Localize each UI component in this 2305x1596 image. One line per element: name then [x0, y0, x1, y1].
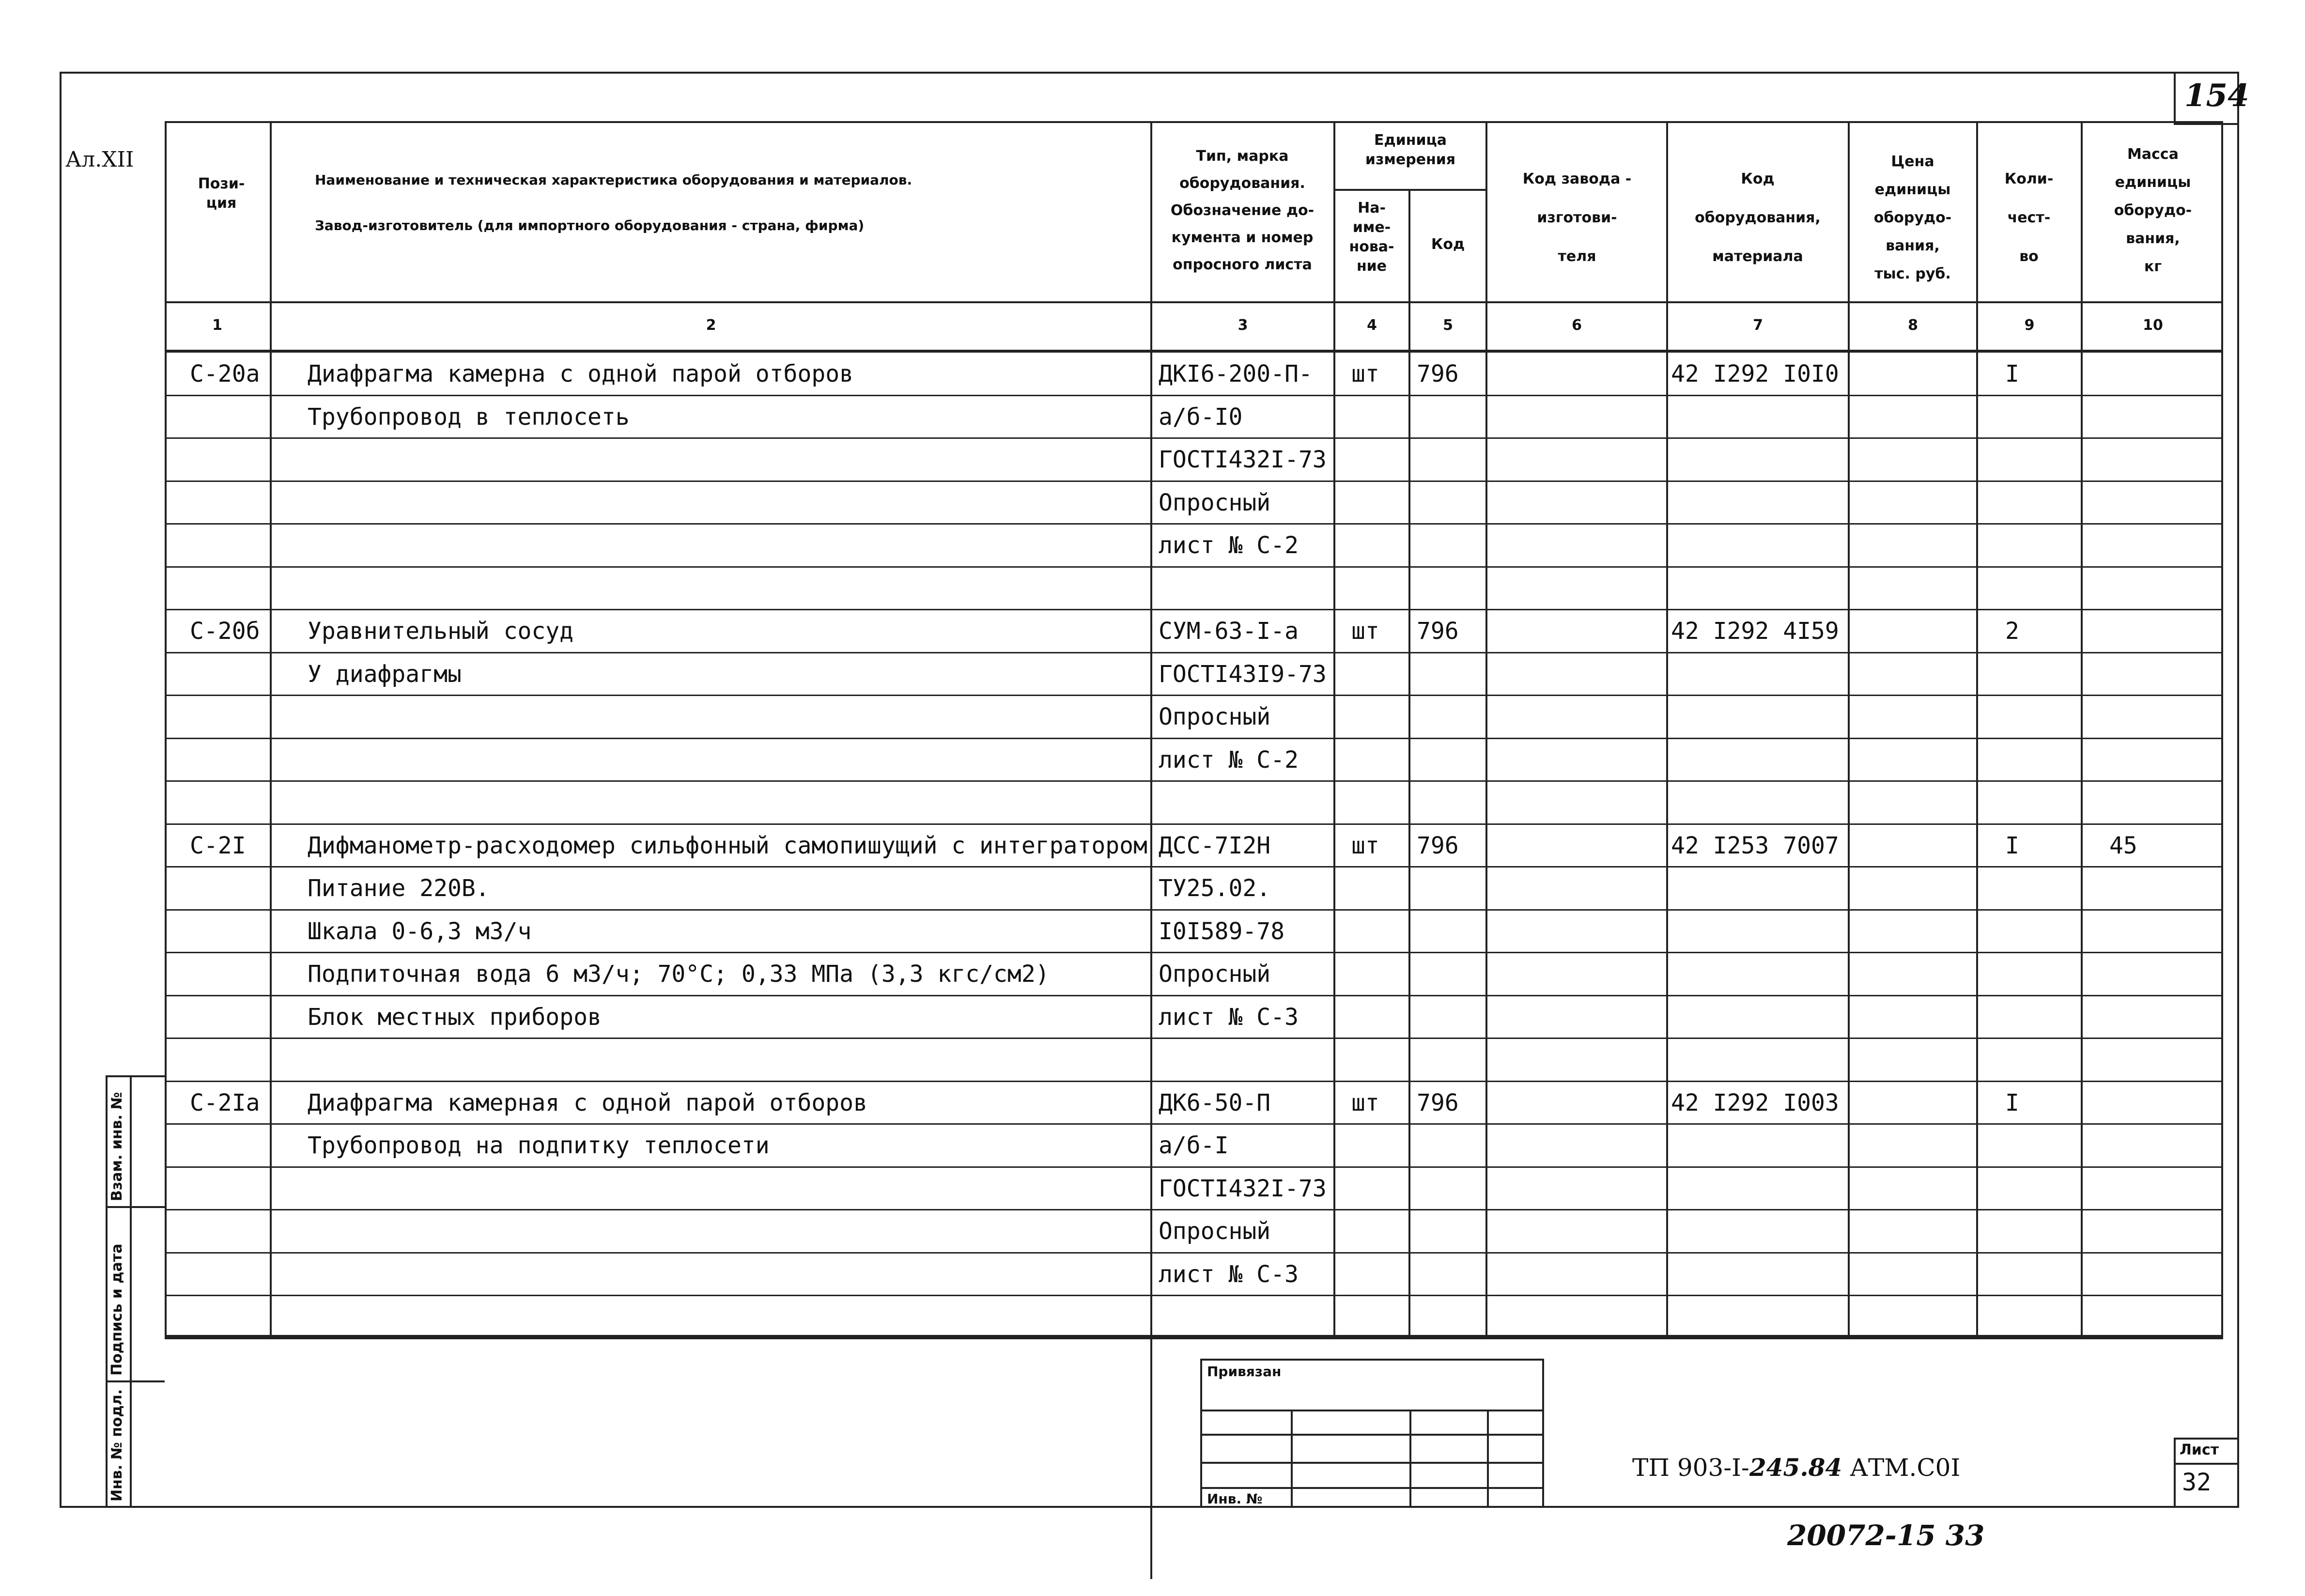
doc-code-prefix: ТП 903-I-	[1632, 1454, 1749, 1482]
colnum-bottom-line	[165, 350, 2223, 353]
cell-type: лист № С-2	[1159, 746, 1299, 774]
bottom-code: 20072-15 33	[1787, 1519, 1985, 1552]
cell-pos: С-20а	[190, 360, 260, 387]
side-stamp-divider	[106, 1206, 165, 1208]
cell-name: Подпиточная вода 6 м3/ч; 70°С; 0,33 МПа (3,3 кгс/см2)	[308, 961, 1050, 988]
doc-code	[1632, 1453, 1960, 1482]
unit-sub-line	[1333, 189, 1487, 191]
row-line	[165, 480, 2223, 482]
sheet-number: 32	[2182, 1468, 2212, 1496]
cell-type: ГОСТI43I9-73	[1159, 660, 1327, 688]
header-unit-group: Единица измерения	[1365, 132, 1456, 168]
doc-code-suffix: АТМ.С0I	[1850, 1454, 1961, 1482]
privyazan-vline	[1409, 1410, 1411, 1508]
row-line	[165, 1295, 2223, 1296]
cell-mat: 42 I292 I0I0	[1671, 360, 1839, 387]
cell-pos: С-2Iа	[190, 1089, 260, 1116]
privyazan-vline	[1487, 1410, 1489, 1508]
cell-type: ДКI6-200-П-	[1159, 360, 1313, 387]
header-unit-code: Код	[1431, 236, 1465, 253]
cell-name: Диафрагма камерна с одной парой отборов	[308, 360, 854, 387]
cell-type: а/б-I	[1159, 1132, 1229, 1159]
header-position: Пози- ция	[198, 175, 245, 212]
colnum-4: 4	[1367, 317, 1377, 334]
side-label-vzam: Взам. инв. №	[108, 1092, 125, 1201]
col-line	[1848, 121, 1850, 1337]
row-line	[165, 1166, 2223, 1168]
row-line	[165, 738, 2223, 739]
header-mass: Масса единицы оборудо- вания, кг	[2114, 146, 2192, 275]
cell-type: Опросный	[1159, 489, 1271, 516]
row-line	[165, 909, 2223, 911]
colnum-8: 8	[1908, 317, 1918, 334]
col-line	[270, 121, 272, 1337]
privyazan-label: Привязан	[1207, 1364, 1282, 1379]
cell-unit: шт	[1351, 1089, 1379, 1116]
header-factory-code: Код завода - изготови- теля	[1522, 170, 1632, 265]
cell-name: Диафрагма камерная с одной парой отборов	[308, 1089, 867, 1116]
cell-name: Дифманометр-расходомер сильфонный самопишущий с интегратором	[308, 832, 1147, 859]
cell-qty: I	[2005, 1089, 2019, 1116]
header-material-code: Код оборудования, материала	[1695, 170, 1821, 265]
cell-name: Питание 220В.	[308, 875, 490, 902]
corner-page-number: 154	[2184, 77, 2249, 114]
row-line	[165, 1081, 2223, 1082]
row-line	[165, 823, 2223, 825]
cell-code: 796	[1417, 1089, 1459, 1116]
privyazan-line	[1200, 1487, 1544, 1489]
cell-type: лист № С-3	[1159, 1003, 1299, 1031]
colnum-1: 1	[212, 317, 222, 334]
sheet-box-line	[2174, 1463, 2239, 1465]
privyazan-line	[1200, 1434, 1544, 1436]
col-line	[1150, 121, 1152, 1579]
header-bottom-line	[165, 301, 2223, 303]
cell-unit: шт	[1351, 618, 1379, 645]
cell-code: 796	[1417, 618, 1459, 645]
header-unit-name: На- име- нова- ние	[1349, 200, 1394, 275]
cell-name: Трубопровод в теплосеть	[308, 403, 630, 431]
row-line	[165, 437, 2223, 439]
col-line	[1408, 189, 1410, 1337]
cell-pos: С-20б	[190, 618, 260, 645]
row-line	[165, 395, 2223, 396]
row-line	[165, 1038, 2223, 1039]
header-name-line2: Завод-изготовитель (для импортного оборудования - страна, фирма)	[315, 217, 865, 233]
colnum-6: 6	[1572, 317, 1582, 334]
privyazan-line	[1200, 1410, 1544, 1411]
side-stamp-divider	[106, 1380, 165, 1382]
col-line	[1976, 121, 1978, 1337]
row-line	[165, 952, 2223, 953]
row-line	[165, 652, 2223, 653]
cell-name: Блок местных приборов	[308, 1003, 602, 1031]
cell-name: Шкала 0-6,3 м3/ч	[308, 917, 532, 945]
row-line	[165, 995, 2223, 996]
sheet-label: Лист	[2180, 1441, 2219, 1458]
cell-type: Опросный	[1159, 703, 1271, 730]
row-line	[165, 609, 2223, 610]
row-line	[165, 1252, 2223, 1254]
cell-qty: 2	[2005, 618, 2019, 645]
cell-name: У диафрагмы	[308, 660, 462, 688]
side-label-inv-podl: Инв. № подл.	[108, 1389, 125, 1502]
cell-type: Опросный	[1159, 961, 1271, 988]
col-line	[1333, 121, 1335, 1337]
cell-type: лист № С-3	[1159, 1260, 1299, 1288]
header-quantity: Коли- чест- во	[2004, 170, 2054, 265]
privyazan-vline	[1291, 1410, 1293, 1508]
header-price: Цена единицы оборудо- вания, тыс. руб.	[1873, 153, 1952, 282]
colnum-5: 5	[1443, 317, 1453, 334]
colnum-9: 9	[2024, 317, 2035, 334]
cell-type: ДСС-7I2Н	[1159, 832, 1271, 859]
row-line	[165, 1209, 2223, 1210]
side-stamp-divider	[130, 1075, 132, 1508]
cell-qty: I	[2005, 832, 2019, 859]
row-line	[165, 1123, 2223, 1125]
side-label-podpis: Подпись и дата	[108, 1243, 125, 1376]
cell-type: ГОСТI432I-73	[1159, 446, 1327, 473]
row-line	[165, 523, 2223, 525]
privyazan-line	[1200, 1462, 1544, 1464]
col-line	[1666, 121, 1668, 1337]
colnum-2: 2	[706, 317, 716, 334]
row-line	[165, 695, 2223, 696]
cell-qty: I	[2005, 360, 2019, 387]
cell-type: I0I589-78	[1159, 917, 1285, 945]
table-bottom-line	[165, 1335, 2223, 1338]
cell-type: ДК6-50-П	[1159, 1089, 1271, 1116]
cell-code: 796	[1417, 360, 1459, 387]
cell-code: 796	[1417, 832, 1459, 859]
header-type: Тип, марка оборудования. Обозначение до- кумента и номер опросного листа	[1170, 148, 1315, 273]
cell-mat: 42 I292 4I59	[1671, 618, 1839, 645]
colnum-7: 7	[1753, 317, 1763, 334]
cell-name: Трубопровод на подпитку теплосети	[308, 1132, 770, 1159]
cell-unit: шт	[1351, 832, 1379, 859]
privyazan-block	[1200, 1359, 1544, 1508]
cell-pos: С-2I	[190, 832, 246, 859]
cell-type: Опросный	[1159, 1218, 1271, 1245]
colnum-3: 3	[1238, 317, 1248, 334]
cell-type: лист № С-2	[1159, 532, 1299, 559]
doc-code-hand: 245.84	[1749, 1453, 1842, 1482]
inv-no-label: Инв. №	[1207, 1491, 1263, 1507]
cell-type: ГОСТI432I-73	[1159, 1175, 1327, 1202]
row-line	[165, 866, 2223, 868]
cell-mat: 42 I292 I003	[1671, 1089, 1839, 1116]
col-line	[2081, 121, 2083, 1337]
album-label: Ал.XII	[65, 147, 134, 172]
cell-mat: 42 I253 7007	[1671, 832, 1839, 859]
row-line	[165, 780, 2223, 782]
cell-unit: шт	[1351, 360, 1379, 387]
cell-type: СУМ-63-I-а	[1159, 618, 1299, 645]
cell-mass: 45	[2109, 832, 2137, 859]
row-line	[165, 566, 2223, 568]
cell-name: Уравнительный сосуд	[308, 618, 574, 645]
col-line	[1485, 121, 1487, 1337]
colnum-10: 10	[2143, 317, 2163, 334]
cell-type: а/б-I0	[1159, 403, 1243, 431]
header-name-line1: Наименование и техническая характеристика оборудования и материалов.	[315, 172, 913, 188]
cell-type: ТУ25.02.	[1159, 875, 1271, 902]
